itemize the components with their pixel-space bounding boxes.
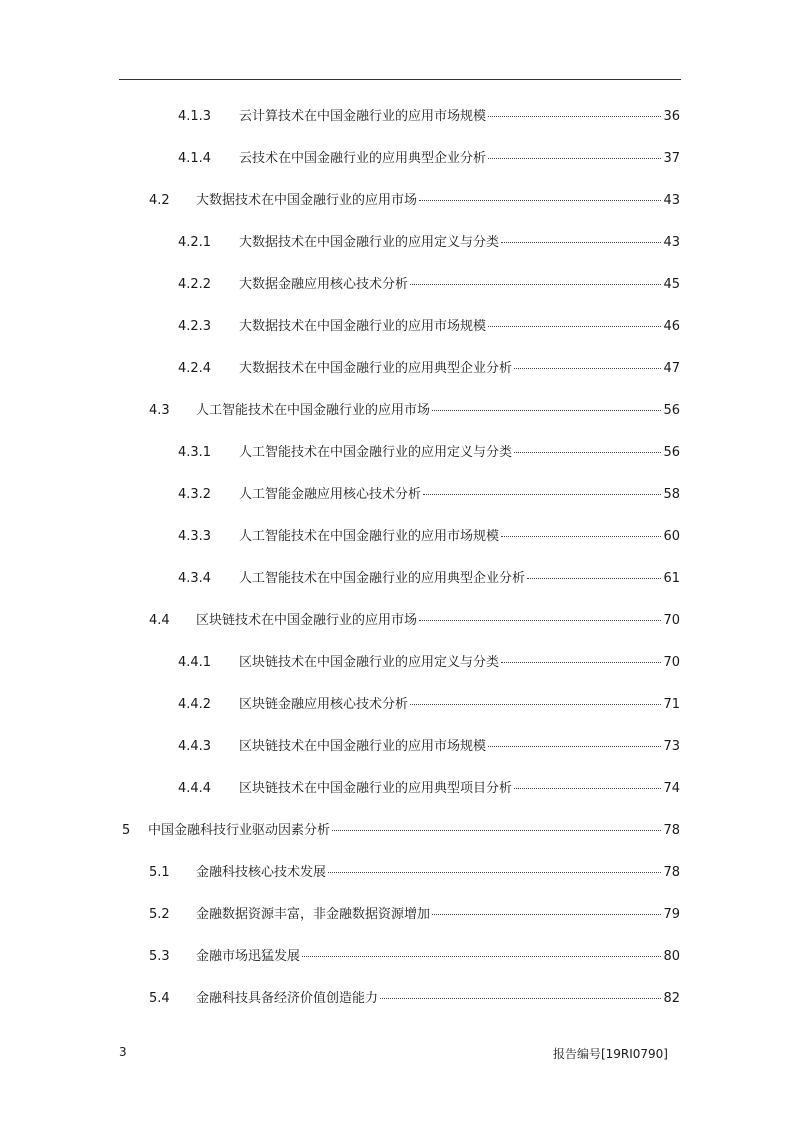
toc-leader-dots (419, 189, 661, 201)
toc-entry-number: 4.3.3 (178, 529, 212, 544)
toc-entry-page: 61 (663, 571, 680, 586)
toc-entry-number: 4.3 (149, 403, 170, 418)
toc-entry-title: 人工智能金融应用核心技术分析 (239, 487, 422, 502)
footer-report-id: 报告编号[19RI0790] (552, 1047, 668, 1061)
toc-entry[interactable] (149, 863, 680, 883)
toc-leader-dots (488, 735, 661, 747)
toc-entry[interactable] (178, 569, 680, 589)
toc-entry-page: 70 (663, 613, 680, 628)
header-rule (119, 79, 681, 80)
toc-entry-page: 79 (663, 907, 680, 922)
toc-leader-dots (328, 861, 661, 873)
toc-entry-title: 云计算技术在中国金融行业的应用市场规模 (239, 109, 487, 124)
toc-entry-number: 5.1 (149, 865, 170, 880)
toc-leader-dots (514, 441, 661, 453)
toc-leader-dots (488, 105, 661, 117)
toc-entry-number: 5.2 (149, 907, 170, 922)
toc-entry[interactable] (178, 233, 680, 253)
toc-entry[interactable] (178, 695, 680, 715)
toc-entry-number: 4.4 (149, 613, 170, 628)
toc-entry[interactable] (149, 401, 680, 421)
toc-leader-dots (380, 987, 661, 999)
toc-leader-dots (410, 273, 661, 285)
toc-entry-title: 区块链技术在中国金融行业的应用定义与分类 (239, 655, 500, 670)
toc-entry-title: 人工智能技术在中国金融行业的应用市场规模 (239, 529, 500, 544)
toc-entry-number: 4.2.4 (178, 361, 212, 376)
toc-entry-title: 大数据技术在中国金融行业的应用市场规模 (239, 319, 487, 334)
toc-leader-dots (488, 147, 661, 159)
toc-entry-title: 大数据技术在中国金融行业的应用典型企业分析 (239, 361, 513, 376)
toc-entry-title: 云技术在中国金融行业的应用典型企业分析 (239, 151, 487, 166)
toc-leader-dots (423, 483, 661, 495)
toc-leader-dots (501, 651, 661, 663)
toc-entry-page: 73 (663, 739, 680, 754)
toc-entry-title: 人工智能技术在中国金融行业的应用典型企业分析 (239, 571, 526, 586)
toc-entry-title: 人工智能技术在中国金融行业的应用市场 (196, 403, 431, 418)
toc-leader-dots (514, 357, 661, 369)
toc-leader-dots (302, 945, 661, 957)
toc-entry-number: 4.1.3 (178, 109, 212, 124)
toc-entry-page: 80 (663, 949, 680, 964)
toc-entry-number: 5.4 (149, 991, 170, 1006)
toc-entry-number: 4.3.1 (178, 445, 212, 460)
toc-leader-dots (527, 567, 661, 579)
toc-entry-page: 43 (663, 235, 680, 250)
toc-entry[interactable] (178, 653, 680, 673)
toc-entry-page: 60 (663, 529, 680, 544)
toc-entry-page: 78 (663, 865, 680, 880)
toc-entry[interactable] (178, 485, 680, 505)
toc-entry[interactable] (149, 611, 680, 631)
toc-entry[interactable] (122, 821, 680, 841)
toc-entry-number: 4.2 (149, 193, 170, 208)
toc-entry-title: 金融科技具备经济价值创造能力 (196, 991, 379, 1006)
toc-entry-number: 4.4.1 (178, 655, 212, 670)
toc-entry-page: 74 (663, 781, 680, 796)
toc-entry[interactable] (178, 107, 680, 127)
toc-entry[interactable] (178, 527, 680, 547)
toc-entry-title: 中国金融科技行业驱动因素分析 (148, 823, 331, 838)
toc-entry-title: 大数据金融应用核心技术分析 (239, 277, 409, 292)
toc-entry[interactable] (178, 737, 680, 757)
toc-entry-title: 金融科技核心技术发展 (196, 865, 327, 880)
toc-entry[interactable] (178, 443, 680, 463)
footer-page-number: 3 (119, 1045, 127, 1059)
toc-entry-page: 78 (663, 823, 680, 838)
toc-entry-number: 4.4.2 (178, 697, 212, 712)
toc-leader-dots (501, 525, 661, 537)
toc-entry-page: 58 (663, 487, 680, 502)
toc-entry-title: 大数据技术在中国金融行业的应用市场 (196, 193, 418, 208)
toc-entry-number: 4.2.1 (178, 235, 212, 250)
toc-entry-title: 区块链技术在中国金融行业的应用市场规模 (239, 739, 487, 754)
toc-entry[interactable] (178, 149, 680, 169)
toc-entry-number: 4.4.4 (178, 781, 212, 796)
toc-entry-title: 区块链技术在中国金融行业的应用市场 (196, 613, 418, 628)
toc-entry-page: 71 (663, 697, 680, 712)
toc-entry-page: 56 (663, 445, 680, 460)
toc-entry-page: 36 (663, 109, 680, 124)
toc-leader-dots (432, 903, 661, 915)
toc-leader-dots (488, 315, 661, 327)
toc-entry[interactable] (178, 275, 680, 295)
toc-entry-number: 4.2.3 (178, 319, 212, 334)
toc-entry-page: 46 (663, 319, 680, 334)
toc-entry-page: 82 (663, 991, 680, 1006)
toc-entry[interactable] (149, 191, 680, 211)
toc-leader-dots (514, 777, 661, 789)
toc-entry-number: 4.2.2 (178, 277, 212, 292)
toc-entry-title: 金融数据资源丰富，非金融数据资源增加 (196, 907, 431, 922)
toc-entry-page: 47 (663, 361, 680, 376)
toc-entry-title: 人工智能技术在中国金融行业的应用定义与分类 (239, 445, 513, 460)
toc-leader-dots (501, 231, 661, 243)
toc-entry-number: 5 (122, 823, 131, 838)
toc-entry[interactable] (149, 947, 680, 967)
toc-entry-number: 5.3 (149, 949, 170, 964)
toc-entry-number: 4.3.4 (178, 571, 212, 586)
toc-entry-title: 大数据技术在中国金融行业的应用定义与分类 (239, 235, 500, 250)
toc-leader-dots (410, 693, 661, 705)
toc-entry[interactable] (178, 359, 680, 379)
toc-entry-page: 56 (663, 403, 680, 418)
toc-entry-page: 43 (663, 193, 680, 208)
toc-leader-dots (419, 609, 661, 621)
toc-entry-page: 70 (663, 655, 680, 670)
toc-entry-number: 4.4.3 (178, 739, 212, 754)
toc-entry-page: 37 (663, 151, 680, 166)
toc-entry[interactable] (178, 779, 680, 799)
toc-leader-dots (432, 399, 661, 411)
toc-leader-dots (332, 819, 661, 831)
toc-entry[interactable] (149, 989, 680, 1009)
toc-entry[interactable] (178, 317, 680, 337)
toc-entry-page: 45 (663, 277, 680, 292)
toc-entry-number: 4.3.2 (178, 487, 212, 502)
toc-entry-title: 区块链技术在中国金融行业的应用典型项目分析 (239, 781, 513, 796)
toc-entry-title: 区块链金融应用核心技术分析 (239, 697, 409, 712)
toc-entry[interactable] (149, 905, 680, 925)
toc-entry-number: 4.1.4 (178, 151, 212, 166)
toc-entry-title: 金融市场迅猛发展 (196, 949, 301, 964)
